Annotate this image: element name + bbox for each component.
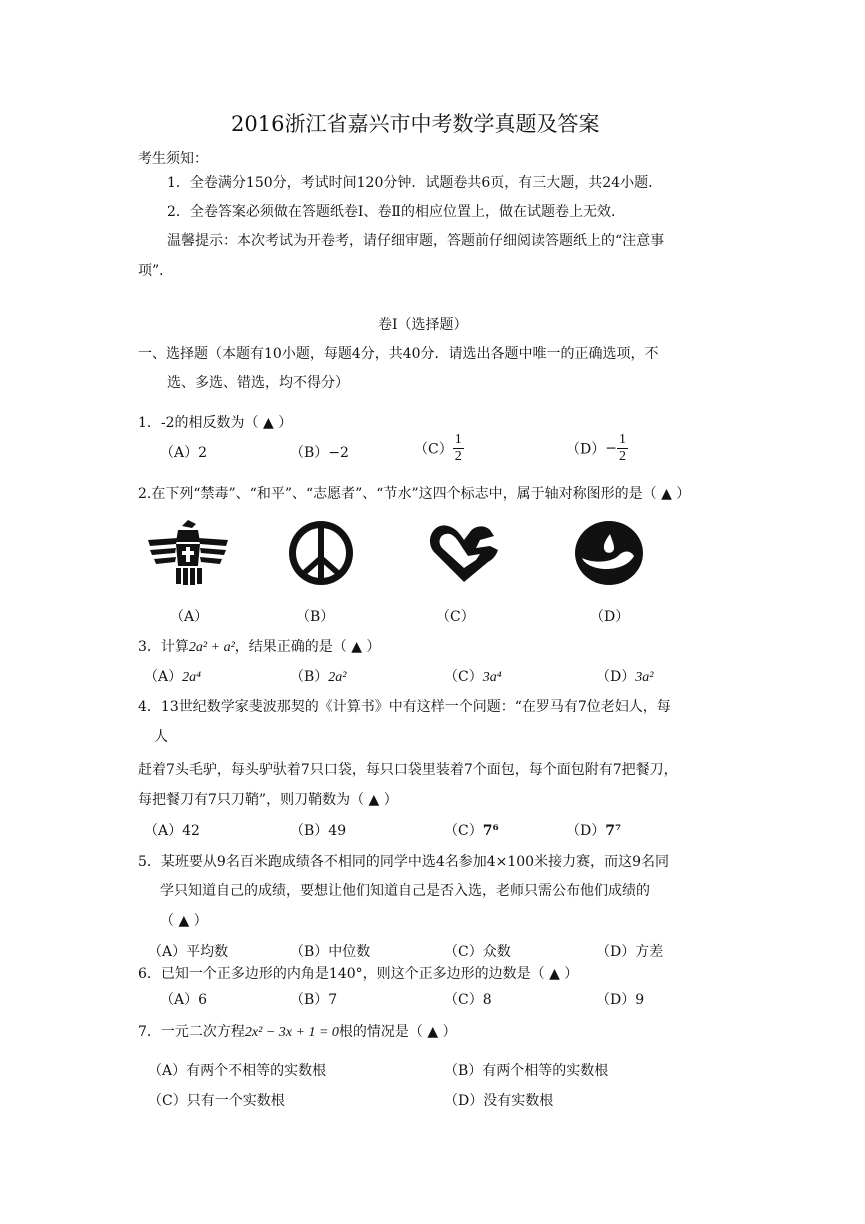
eagle-cross-icon xyxy=(148,520,228,586)
notice-tip-line-2: 项”． xyxy=(138,263,174,279)
q6-option-b: （B）7 xyxy=(290,992,338,1008)
notice-item-1: 1．全卷满分150分，考试时间120分钟．试题卷共6页，有三大题，共24小题． xyxy=(167,175,663,191)
q7-stem: 7．一元二次方程2x² − 3x + 1 = 0根的情况是（ ▲ ） xyxy=(138,1024,457,1040)
q2-label-d: （D） xyxy=(590,609,630,625)
q5-line-2: 学只知道自己的成绩，要想让他们知道自己是否入选，老师只需公布他们成绩的 xyxy=(160,883,650,899)
q2-stem: 2.在下列“禁毒”、“和平”、“志愿者”、“节水”这四个标志中，属于轴对称图形的是（ ▲ ） xyxy=(138,486,691,502)
q3-stem: 3．计算2a² + a²，结果正确的是（ ▲ ） xyxy=(138,639,381,655)
q7-option-b: （B）有两个相等的实数根 xyxy=(444,1063,609,1079)
q6-stem: 6．已知一个正多边形的内角是140°，则这个正多边形的边数是（ ▲ ） xyxy=(138,966,579,982)
q1-option-b: （B）−2 xyxy=(290,445,349,461)
q1-option-a: （A）2 xyxy=(160,445,208,461)
q5-line-3: （ ▲ ） xyxy=(160,913,208,929)
peace-symbol-icon xyxy=(286,518,356,588)
notice-item-2: 2．全卷答案必须做在答题纸卷Ⅰ、卷Ⅱ的相应位置上，做在试题卷上无效． xyxy=(167,204,625,220)
q3-option-a: （A）2a⁴ xyxy=(144,669,201,685)
q4-option-c: （C）7⁶ xyxy=(444,823,499,839)
q4-line-1: 4．13世纪数学家斐波那契的《计算书》中有这样一个问题：“在罗马有7位老妇人，每 xyxy=(138,699,671,715)
q3-option-d: （D）3a² xyxy=(596,669,654,685)
q5-option-a: （A）平均数 xyxy=(148,944,229,960)
q1-stem: 1．-2的相反数为（ ▲ ） xyxy=(138,415,293,431)
q7-option-d: （D）没有实数根 xyxy=(444,1093,554,1109)
q2-label-a: （A） xyxy=(170,609,209,625)
q1-option-c: （C） $\frac{1}{2}$ xyxy=(414,432,462,464)
q2-label-c: （C） xyxy=(436,609,475,625)
q3-option-c: （C）3a⁴ xyxy=(444,669,502,685)
q5-option-d: （D）方差 xyxy=(596,944,664,960)
heart-hand-icon xyxy=(428,520,500,586)
q6-option-d: （D）9 xyxy=(596,992,645,1008)
q1-option-d: （D）− $\frac{1}{2}$ xyxy=(566,432,626,464)
q3-option-b: （B）2a² xyxy=(290,669,347,685)
q6-option-c: （C）8 xyxy=(444,992,492,1008)
q4-option-a: （A）42 xyxy=(144,823,200,839)
part1-line-1: 一、选择题（本题有10小题，每题4分，共40分．请选出各题中唯一的正确选项，不 xyxy=(138,346,659,362)
q5-option-b: （B）中位数 xyxy=(290,944,371,960)
section-title: 卷Ⅰ（选择题） xyxy=(378,317,468,333)
q7-option-a: （A）有两个不相等的实数根 xyxy=(148,1063,327,1079)
notice-tip-line-1: 温馨提示：本次考试为开卷考，请仔细审题，答题前仔细阅读答题纸上的“注意事 xyxy=(167,233,665,249)
q2-label-b: （B） xyxy=(296,609,335,625)
q5-line-1: 5．某班要从9名百米跑成绩各不相同的同学中选4名参加4×100米接力赛，而这9名同 xyxy=(138,854,669,870)
part1-line-2: 选、多选、错选，均不得分） xyxy=(167,375,349,391)
q4-line-2: 人 xyxy=(154,729,168,745)
q4-option-d: （D）7⁷ xyxy=(566,823,622,839)
page-title: 2016浙江省嘉兴市中考数学真题及答案 xyxy=(231,112,600,136)
q6-option-a: （A）6 xyxy=(160,992,208,1008)
q4-option-b: （B）49 xyxy=(290,823,347,839)
q5-option-c: （C）众数 xyxy=(444,944,511,960)
q4-line-3: 赶着7头毛驴，每头驴驮着7只口袋，每只口袋里装着7个面包，每个面包附有7把餐刀， xyxy=(138,762,678,778)
water-drop-icon xyxy=(574,520,644,586)
notice-heading: 考生须知： xyxy=(138,151,208,167)
q4-line-4: 每把餐刀有7只刀鞘”，则刀鞘数为（ ▲ ） xyxy=(138,792,398,808)
q7-option-c: （C）只有一个实数根 xyxy=(148,1093,285,1109)
